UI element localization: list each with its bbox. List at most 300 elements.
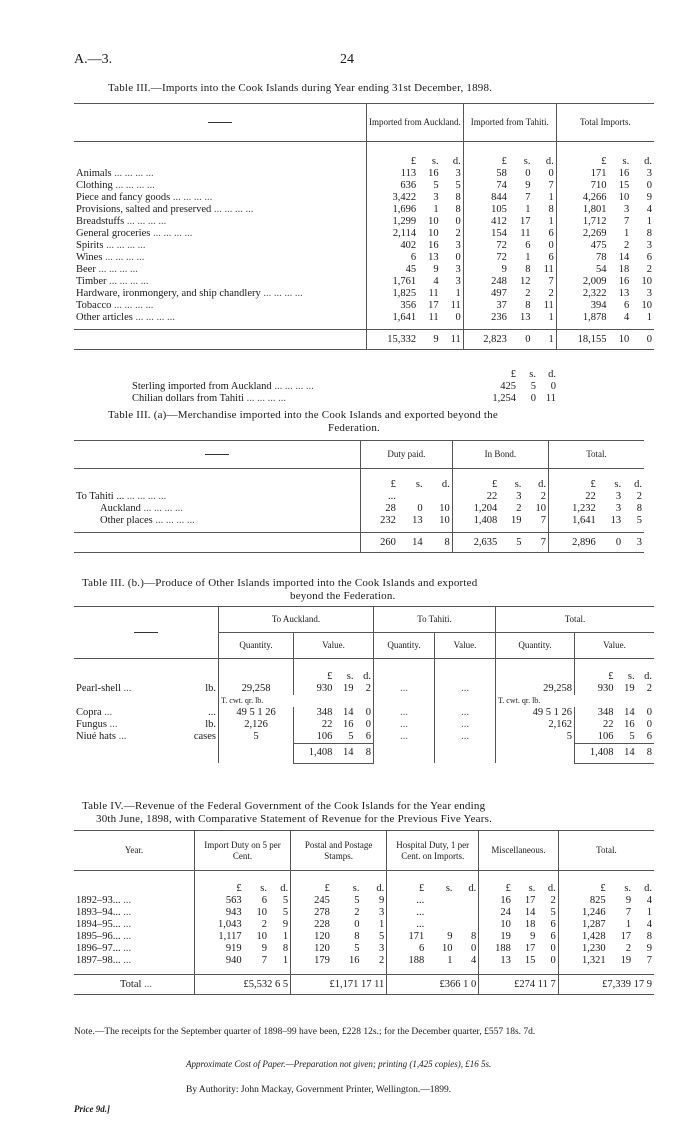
col-import-duty: Import Duty on 5 per Cent.: [195, 831, 291, 871]
pence-cell: 0: [646, 333, 652, 345]
unit-label: lb.: [205, 682, 216, 694]
leader-dots: ... ... ... ...: [102, 251, 145, 263]
pence-cell: 7: [532, 276, 556, 288]
value-total: 8: [637, 743, 654, 763]
row-label-text: Wines: [76, 251, 103, 263]
pounds-cell: 930: [597, 682, 614, 694]
shillings-cell: 14: [412, 536, 423, 548]
pounds-symbol: £: [390, 478, 396, 490]
pence-symbol: d.: [441, 142, 464, 168]
shillings-cell: 12: [519, 275, 531, 287]
table-cell: [537, 967, 558, 975]
shillings-cell: 2: [625, 942, 632, 954]
pence-cell: 5: [636, 514, 642, 526]
pence-cell: 2: [646, 263, 652, 275]
table-3-imports: [74, 103, 654, 350]
pounds-cell: 2,322: [582, 287, 607, 299]
leader-dots: ... ... ... ...: [152, 514, 195, 526]
pounds-cell: 1,825: [392, 287, 417, 299]
shillings-cell: 0: [417, 502, 423, 514]
shillings-cell: 15: [618, 179, 630, 191]
row-label-text: Beer: [76, 263, 96, 275]
pence-cell: 5: [269, 907, 291, 919]
sub-value: Value.: [435, 633, 496, 659]
quantity-cell: ...: [374, 683, 435, 695]
pounds-cell: ...: [416, 906, 425, 918]
pounds-cell: 2,114: [392, 227, 417, 239]
shillings-cell: 15: [524, 954, 536, 966]
leader-dots: ...: [120, 894, 132, 906]
pounds-symbol: £: [510, 369, 516, 380]
shillings-cell: 6: [525, 239, 531, 251]
row-label-text: Sterling imported from Auckland: [132, 381, 272, 392]
table-row: [74, 228, 654, 240]
year-cell: [74, 931, 195, 943]
pence-cell: 5: [269, 895, 291, 907]
pence-cell: 5: [361, 931, 386, 943]
shillings-cell: 19: [510, 514, 522, 526]
row-label: [130, 381, 474, 393]
table-row: [74, 240, 654, 252]
pence-cell: 10: [641, 299, 652, 311]
pounds-symbol: £: [491, 478, 498, 490]
shillings-cell: 2: [516, 502, 522, 514]
table-cell: [74, 330, 367, 350]
pounds-cell: 58: [496, 167, 507, 179]
currency-header-row: [74, 659, 654, 683]
row-label-text: To Tahiti ...: [76, 490, 125, 502]
pounds-cell: 22: [585, 490, 596, 502]
table-cell: [496, 659, 575, 683]
quantity-cell: 29,258: [496, 683, 575, 695]
price-label: Price 9d.]: [74, 1104, 110, 1114]
pence-cell: 1: [269, 955, 291, 967]
pence-cell: 8: [532, 204, 556, 216]
leader-dots: ... ... ... ...: [140, 502, 183, 514]
pence-cell: 6: [646, 730, 652, 742]
year-label: 1897–98...: [76, 954, 121, 966]
pence-cell: 0: [355, 707, 373, 719]
table-row: [74, 955, 654, 967]
year-cell: [74, 895, 195, 907]
pounds-cell: 2,823: [483, 333, 507, 345]
pence-cell: 1: [646, 906, 652, 918]
pounds-cell: 120: [314, 930, 330, 942]
pence-cell: 8: [269, 943, 291, 955]
table-cell: [513, 967, 537, 975]
pounds-cell: 497: [491, 287, 507, 299]
shillings-cell: 0: [354, 918, 360, 930]
pounds-cell: ...: [416, 918, 425, 930]
shillings-cell: 4: [433, 275, 439, 287]
row-label-text: Timber: [76, 275, 107, 287]
col-tahiti: Imported from Tahiti.: [463, 104, 556, 142]
shillings-cell: 11: [428, 287, 439, 299]
row-label-text: Tobacco: [76, 299, 112, 311]
pence-cell: 3: [441, 240, 464, 252]
row-label-text: Spirits: [76, 239, 104, 251]
table-cell: [74, 871, 195, 895]
pounds-cell: 154: [491, 227, 507, 239]
pence-cell: 9: [269, 919, 291, 931]
leader-dots: ... ... ... ...: [124, 490, 167, 502]
units-label: T. cwt. qr. lb.: [221, 695, 264, 705]
total-label-text: Total: [120, 978, 142, 990]
pounds-cell: 18,155: [577, 333, 607, 345]
pence-cell: 6: [537, 931, 558, 943]
pence-cell: 11: [441, 300, 464, 312]
unit-label: lb.: [205, 718, 216, 730]
pence-cell: 2: [441, 228, 464, 240]
value-total: 14: [334, 743, 355, 763]
leader-dots: ... ... ... ...: [150, 227, 193, 239]
shillings-cell: 19: [624, 682, 635, 694]
pounds-cell: 19: [500, 930, 511, 942]
totals-row: [74, 743, 654, 763]
pounds-cell: 1,299: [392, 215, 417, 227]
shillings-cell: 1: [433, 203, 439, 215]
row-label-text: Provisions, salted and preserved: [76, 203, 212, 215]
table-cell: [269, 967, 291, 975]
table-row: [74, 264, 654, 276]
table-4-note: Note.—The receipts for the September quarter of 1898–99 have been, £228 12s.; for the December quarter, £557 18s. 7d.: [74, 1027, 536, 1037]
pence-symbol: d.: [523, 469, 548, 491]
table-row: [74, 707, 654, 719]
pence-cell: 3: [636, 536, 642, 548]
table-cell: [435, 743, 496, 763]
pence-cell: 0: [646, 718, 652, 730]
pence-cell: 6: [355, 731, 373, 744]
shillings-cell: 16: [428, 167, 439, 179]
table-cell: [74, 967, 195, 975]
pence-cell: 3: [441, 168, 464, 180]
pounds-cell: 72: [496, 251, 507, 263]
leader-dots: ...: [120, 682, 132, 694]
shillings-cell: 1: [447, 954, 453, 966]
pounds-cell: 106: [597, 730, 614, 742]
row-label: [74, 216, 367, 228]
pounds-cell: 1,696: [392, 203, 417, 215]
table-cell: [633, 967, 654, 975]
year-label: 1896–97...: [76, 942, 121, 954]
row-label: [74, 228, 367, 240]
shillings-cell: 16: [428, 239, 439, 251]
pounds-symbol: £: [600, 882, 606, 894]
total-value: £7,339 17 9: [602, 978, 652, 990]
pounds-cell: 710: [590, 179, 607, 191]
row-label: [74, 240, 367, 252]
pounds-cell: 6: [418, 942, 425, 954]
quantity-cell: 5: [496, 731, 575, 744]
value-cell: ...: [435, 683, 496, 695]
table-3b-produce: [74, 606, 654, 764]
pounds-cell: ...: [416, 894, 425, 906]
value-cell: ...: [435, 731, 496, 744]
table-4-title-cont: 30th June, 1898, with Comparative Statement of Revenue for the Previous Five Years.: [96, 813, 493, 825]
value-total: 1,408: [575, 743, 616, 763]
row-label-text: Breadstuffs: [76, 215, 125, 227]
pounds-cell: 1,204: [473, 502, 498, 514]
pounds-cell: 356: [400, 299, 417, 311]
col-year: Year.: [74, 831, 195, 871]
sub-quantity: Quantity.: [219, 633, 294, 659]
shillings-cell: 19: [342, 682, 354, 694]
table-cell: [496, 743, 575, 763]
pounds-cell: 6: [410, 251, 417, 263]
pounds-cell: 1,641: [392, 311, 417, 323]
shillings-cell: 3: [516, 490, 522, 502]
pence-cell: 9: [361, 895, 386, 907]
table-row: [74, 168, 654, 180]
shillings-cell: 6: [623, 299, 630, 311]
totals-row: [74, 975, 654, 995]
table-cell: [637, 695, 654, 707]
shillings-symbol: s.: [528, 882, 536, 894]
row-label: [74, 312, 367, 324]
currency-header-row: [74, 142, 654, 168]
pounds-cell: 106: [316, 730, 333, 742]
table-4-revenue: [74, 830, 654, 995]
shillings-cell: 5: [629, 730, 635, 742]
shillings-cell: [426, 895, 454, 907]
pence-cell: 0: [646, 179, 652, 191]
shillings-cell: 10: [618, 191, 630, 203]
leader-dots: ...: [120, 918, 132, 930]
table-row: [74, 252, 654, 264]
pounds-cell: 348: [316, 706, 333, 718]
pence-cell: [455, 919, 479, 931]
pence-symbol: d.: [548, 369, 556, 380]
shillings-cell: 1: [525, 203, 531, 215]
row-label-text: Hardware, ironmongery, and ship chandlery: [76, 287, 261, 299]
pounds-cell: 1,712: [582, 215, 607, 227]
table-3a-merchandise: [74, 440, 644, 553]
leader-dots: ... ... ... ...: [132, 311, 175, 323]
shillings-symbol: s.: [415, 478, 423, 490]
pounds-cell: 188: [408, 954, 425, 966]
shillings-cell: 13: [519, 311, 531, 323]
pounds-cell: 72: [496, 239, 507, 251]
shillings-cell: 1: [623, 227, 630, 239]
sub-value: Value.: [603, 640, 626, 650]
pounds-cell: 120: [314, 942, 330, 954]
pence-cell: 1: [646, 215, 652, 227]
shillings-cell: 10: [256, 930, 267, 942]
pence-cell: 3: [361, 943, 386, 955]
shillings-cell: 5: [433, 179, 439, 191]
pounds-cell: 54: [596, 263, 607, 275]
pence-cell: 11: [441, 330, 464, 350]
pounds-cell: 412: [491, 215, 507, 227]
table-cell: [455, 967, 479, 975]
shillings-cell: 13: [610, 514, 622, 526]
shillings-cell: 17: [428, 299, 439, 311]
col-hospital-duty: Hospital Duty, 1 per Cent. on Imports.: [387, 831, 479, 871]
pence-cell: 0: [550, 381, 556, 392]
row-label: [74, 276, 367, 288]
table-row: [74, 895, 654, 907]
pence-cell: 10: [425, 515, 453, 527]
shillings-cell: 8: [354, 930, 360, 942]
pounds-cell: 2,896: [572, 536, 596, 548]
pounds-cell: 13: [500, 954, 511, 966]
table-cell: [195, 967, 244, 975]
quantity-cell: ...: [374, 707, 435, 719]
document-code: A.—3.: [74, 52, 113, 67]
shillings-cell: 3: [623, 203, 630, 215]
leader-dots: ... ... ... ...: [111, 167, 154, 179]
total-value: £5,532 6 5: [195, 975, 291, 995]
leader-dots: ... ... ... ...: [211, 203, 254, 215]
shillings-cell: 14: [524, 906, 536, 918]
pounds-symbol: £: [590, 478, 596, 490]
table-row: [74, 180, 654, 192]
shillings-cell: 11: [428, 311, 439, 323]
shillings-cell: 1: [525, 251, 531, 263]
pence-cell: 1: [441, 288, 464, 300]
pounds-cell: ...: [387, 490, 396, 502]
table-row: [74, 907, 654, 919]
leader-dots: ... ... ... ...: [271, 381, 314, 392]
table-cell: [374, 743, 435, 763]
pounds-cell: 2,269: [582, 227, 607, 239]
totals-row: [74, 330, 654, 350]
year-cell: [74, 955, 195, 967]
table-cell: [244, 967, 269, 975]
pounds-cell: 78: [596, 251, 607, 263]
col-total: Total Imports.: [579, 117, 631, 127]
value-total: 8: [355, 743, 373, 763]
pence-cell: 2: [355, 683, 373, 695]
col-in-bond: In Bond.: [452, 441, 548, 469]
pounds-cell: 24: [500, 906, 511, 918]
col-total: Total.: [596, 845, 617, 855]
table-row: [74, 719, 654, 731]
pence-symbol: d.: [644, 882, 652, 894]
shillings-cell: 19: [620, 954, 632, 966]
shillings-cell: 16: [342, 718, 354, 730]
shillings-cell: 17: [519, 215, 531, 227]
pence-cell: 3: [361, 907, 386, 919]
pence-symbol: d.: [644, 155, 652, 167]
shillings-cell: 0: [525, 333, 531, 345]
leader-dots: ... ... ... ...: [260, 287, 303, 299]
pounds-cell: 2,009: [582, 275, 607, 287]
pence-symbol: d.: [455, 871, 479, 895]
table-row: [74, 931, 654, 943]
group-tahiti: To Tahiti.: [374, 607, 496, 633]
pounds-cell: 1,287: [582, 918, 606, 930]
pence-cell: 8: [646, 227, 652, 239]
shillings-cell: [426, 907, 454, 919]
row-label: [74, 683, 219, 695]
row-label: [74, 731, 219, 744]
pence-symbol: d.: [361, 871, 386, 895]
pence-cell: 0: [537, 943, 558, 955]
pence-cell: 10: [425, 503, 453, 515]
pounds-cell: 245: [314, 894, 330, 906]
table-cell: [74, 469, 361, 491]
shillings-symbol: s.: [431, 155, 439, 167]
pounds-cell: 1,321: [582, 954, 606, 966]
quantity-cell: 29,258: [219, 683, 294, 695]
shillings-cell: 4: [623, 311, 630, 323]
leader-dots: ...: [101, 706, 113, 718]
table-cell: [426, 967, 454, 975]
col-auckland: Imported from Auckland.: [367, 104, 464, 142]
pence-cell: [455, 895, 479, 907]
pence-cell: 11: [532, 264, 556, 276]
pounds-cell: 45: [405, 263, 417, 275]
pence-cell: 6: [646, 251, 652, 263]
row-label: [74, 180, 367, 192]
pounds-cell: 919: [225, 942, 242, 954]
pence-cell: 4: [646, 203, 652, 215]
label-column-header: [74, 104, 367, 142]
row-label: [74, 707, 219, 719]
shillings-cell: 13: [618, 287, 630, 299]
shillings-cell: 2: [261, 918, 267, 930]
pence-cell: 0: [355, 719, 373, 731]
spacer: [130, 369, 474, 381]
value-cell: ...: [435, 719, 496, 731]
pence-cell: 6: [532, 228, 556, 240]
pounds-cell: 1,246: [582, 906, 606, 918]
row-label: [74, 192, 367, 204]
pence-cell: 11: [545, 393, 556, 404]
pence-cell: 1: [361, 919, 386, 931]
shillings-cell: 9: [433, 333, 439, 345]
pounds-cell: 1,761: [392, 275, 417, 287]
pounds-cell: 22: [321, 718, 333, 730]
value-cell: ...: [435, 707, 496, 719]
table-row: [74, 731, 654, 744]
col-duty-paid: Duty paid.: [361, 441, 453, 469]
pounds-cell: 278: [314, 906, 330, 918]
table-cell: [361, 967, 386, 975]
pence-cell: 7: [523, 533, 548, 553]
table-row: [74, 288, 654, 300]
pence-cell: 1: [532, 216, 556, 228]
pence-symbol: d.: [634, 478, 642, 490]
pence-cell: [455, 907, 479, 919]
table-cell: [479, 967, 513, 975]
table-cell: [608, 967, 633, 975]
quantity-cell: 2,126: [219, 719, 294, 731]
table-row: [74, 276, 654, 288]
row-label: [74, 515, 361, 527]
pounds-cell: 1,641: [572, 514, 596, 526]
table-cell: [435, 695, 496, 707]
shillings-cell: [426, 919, 454, 931]
leader-dots: ... ... ... ...: [124, 215, 167, 227]
pounds-cell: 37: [496, 299, 507, 311]
table-3-extra: [130, 369, 558, 405]
shillings-cell: 2: [354, 906, 360, 918]
table-cell: [74, 743, 219, 763]
page-number: 24: [340, 52, 354, 67]
pounds-cell: 236: [491, 311, 507, 323]
shillings-cell: 5: [348, 730, 354, 742]
shillings-symbol: s.: [260, 882, 267, 894]
leader-dots: ...: [120, 954, 132, 966]
shillings-cell: 10: [256, 906, 267, 918]
pounds-symbol: £: [327, 670, 333, 682]
row-label-text: Niué hats: [76, 730, 116, 742]
pence-cell: 10: [523, 503, 548, 515]
pence-cell: 7: [532, 180, 556, 192]
pence-cell: 3: [441, 276, 464, 288]
